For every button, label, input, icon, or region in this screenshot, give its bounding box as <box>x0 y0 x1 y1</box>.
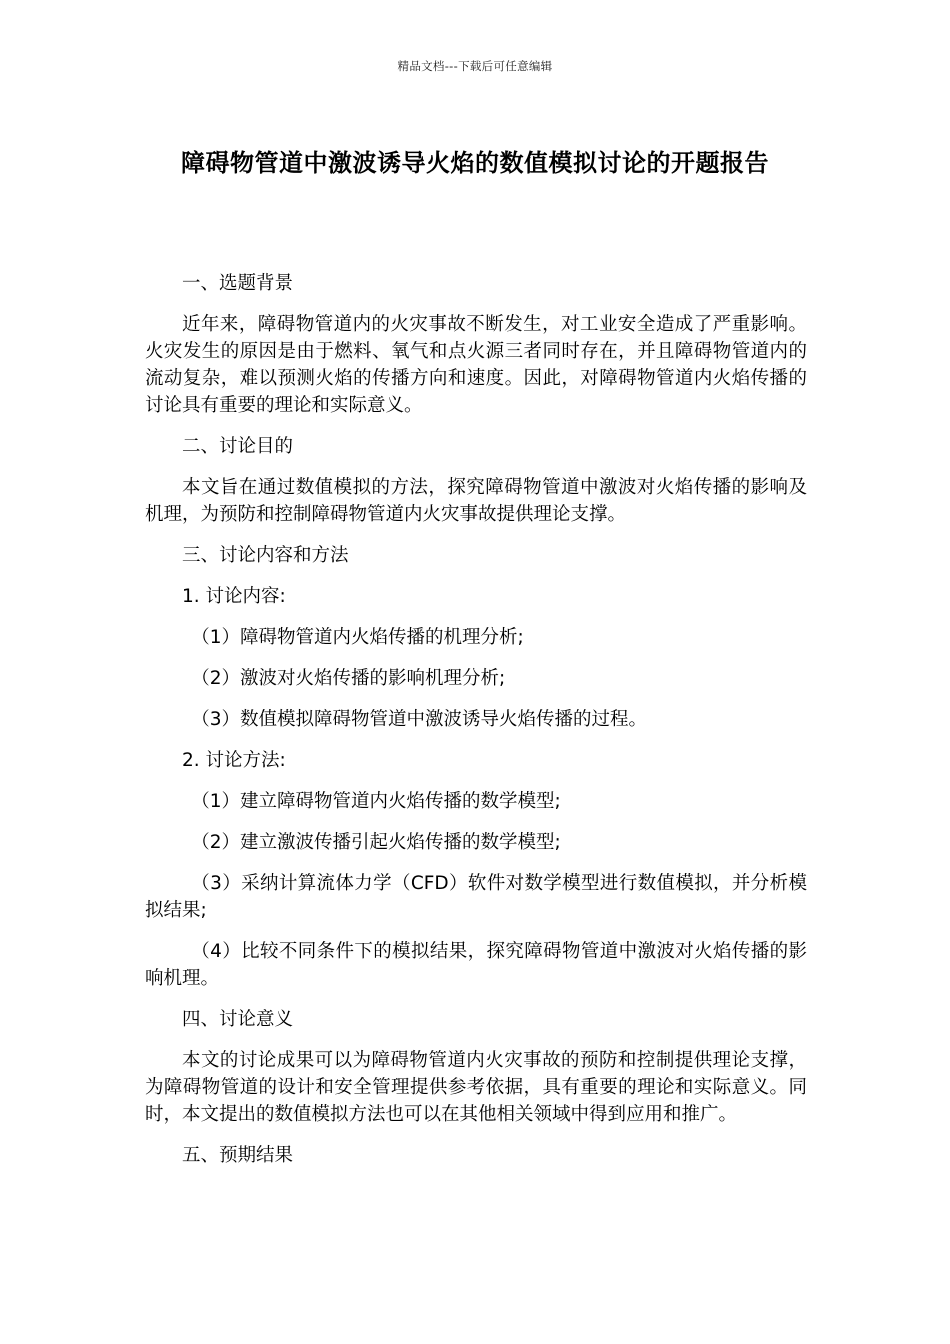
paragraph-significance: 本文的讨论成果可以为障碍物管道内火灾事故的预防和控制提供理论支撑，为障碍物管道的设计和安全管理提供参考依据，具有重要的理论和实际意义。同时，本文提出的数值模拟方法也可以在其他相关领域中得到应用和推广。 <box>145 1050 807 1125</box>
list-item: （3）数值模拟障碍物管道中激波诱导火焰传播的过程。 <box>191 709 648 730</box>
paragraph-purpose: 本文旨在通过数值模拟的方法，探究障碍物管道中激波对火焰传播的影响及机理，为预防和控制障碍物管道内火灾事故提供理论支撑。 <box>145 477 807 525</box>
list-item: （2）激波对火焰传播的影响机理分析; <box>191 668 506 689</box>
section-heading-content-methods: 三、讨论内容和方法 <box>182 545 349 566</box>
paragraph-background: 近年来，障碍物管道内的火灾事故不断发生，对工业安全造成了严重影响。火灾发生的原因是由于燃料、氧气和点火源三者同时存在，并且障碍物管道内的流动复杂，难以预测火焰的传播方向和速度。因此，对障碍物管道内火焰传播的讨论具有重要的理论和实际意义。 <box>145 314 807 416</box>
list-item: （3）采纳计算流体力学（CFD）软件对数学模型进行数值模拟，并分析模拟结果; <box>145 873 807 921</box>
document-body <box>145 270 807 1183</box>
subheading-content: 1. 讨论内容: <box>182 586 286 607</box>
document-title: 障碍物管道中激波诱导火焰的数值模拟讨论的开题报告 <box>181 149 769 177</box>
section-heading-background: 一、选题背景 <box>182 273 294 294</box>
list-item: （1）障碍物管道内火焰传播的机理分析; <box>191 627 524 648</box>
list-item: （4）比较不同条件下的模拟结果，探究障碍物管道中激波对火焰传播的影响机理。 <box>145 941 807 989</box>
section-heading-significance: 四、讨论意义 <box>182 1009 294 1030</box>
list-item: （2）建立激波传播引起火焰传播的数学模型; <box>191 832 561 853</box>
list-item: （1）建立障碍物管道内火焰传播的数学模型; <box>191 791 561 812</box>
section-heading-purpose: 二、讨论目的 <box>182 436 294 457</box>
page-header: 精品文档---下载后可任意编辑 <box>397 59 553 73</box>
section-heading-expected-results: 五、预期结果 <box>182 1145 294 1166</box>
subheading-methods: 2. 讨论方法: <box>182 750 286 771</box>
